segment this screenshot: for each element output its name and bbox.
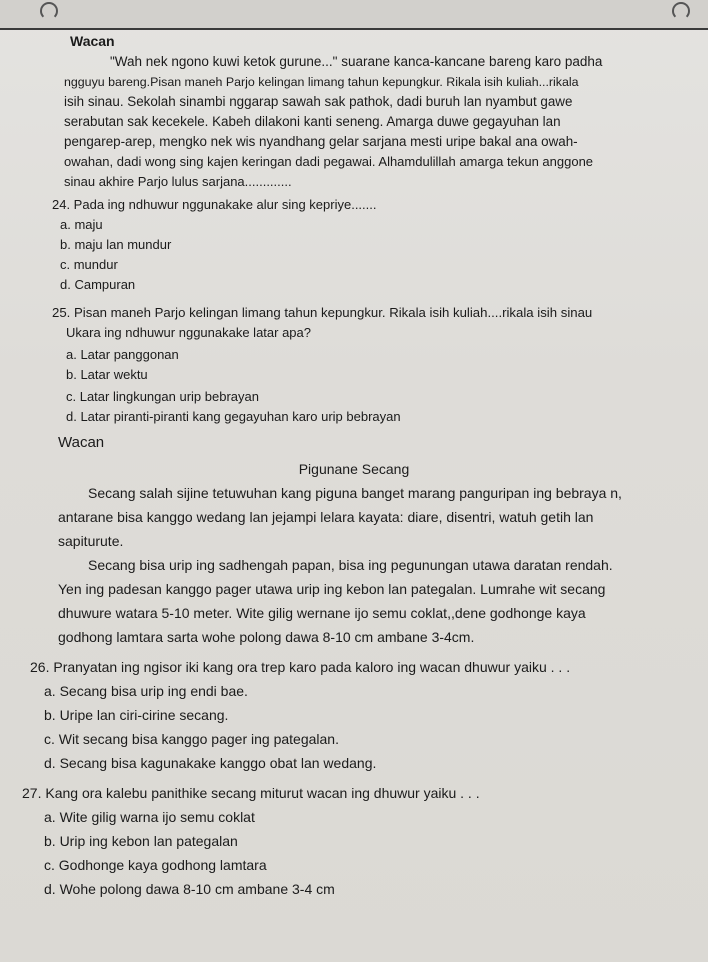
passage-title: Pigunane Secang xyxy=(298,461,410,477)
option-27a: a. Wite gilig warna ijo semu coklat xyxy=(44,809,255,825)
option-26b: b. Uripe lan ciri-cirine secang. xyxy=(44,707,229,723)
option-25c: c. Latar lingkungan urip bebrayan xyxy=(66,389,259,404)
page-top-edge xyxy=(0,0,708,30)
section1-line: isih sinau. Sekolah sinambi nggarap sawah sak pathok, dadi buruh lan nyambut gawe xyxy=(64,94,573,109)
section1-line: pengarep-arep, mengko nek wis nyandhang gelar sarjana mesti uripe bakal ana owah- xyxy=(64,134,578,149)
question-27: 27. Kang ora kalebu panithike secang miturut wacan ing dhuwur yaiku . . . xyxy=(22,785,480,801)
section2-line: antarane bisa kanggo wedang lan jejampi lelara kayata: diare, disentri, watuh getih lan xyxy=(58,509,594,525)
option-25d: d. Latar piranti-piranti kang gegayuhan karo urip bebrayan xyxy=(66,409,401,424)
option-24a: a. maju xyxy=(60,217,103,232)
section2-heading: Wacan xyxy=(58,434,105,451)
option-26a: a. Secang bisa urip ing endi bae. xyxy=(44,683,248,699)
option-27d: d. Wohe polong dawa 8-10 cm ambane 3-4 cm xyxy=(44,881,335,897)
section1-line: serabutan sak kecekele. Kabeh dilakoni kanti seneng. Amarga duwe gegayuhan lan xyxy=(64,114,561,129)
question-24: 24. Pada ing ndhuwur nggunakake alur sing kepriye....... xyxy=(52,197,377,212)
section2-line: sapiturute. xyxy=(58,533,124,549)
binder-ring-icon xyxy=(672,2,690,20)
section1-heading: Wacan xyxy=(70,33,115,49)
option-24d: d. Campuran xyxy=(60,277,136,292)
section2-line: dhuwure watara 5-10 meter. Wite gilig wernane ijo semu coklat,,dene godhonge kaya xyxy=(58,605,586,621)
option-26d: d. Secang bisa kagunakake kanggo obat lan wedang. xyxy=(44,755,377,771)
question-26: 26. Pranyatan ing ngisor iki kang ora trep karo pada kaloro ing wacan dhuwur yaiku . . . xyxy=(30,659,571,675)
section1-line: ngguyu bareng.Pisan maneh Parjo kelingan limang tahun kepungkur. Rikala isih kuliah...rikala xyxy=(64,75,579,89)
section1-line: owahan, dadi wong sing kajen keringan dadi pegawai. Alhamdulillah amarga tekun anggone xyxy=(64,154,594,169)
option-25b: b. Latar wektu xyxy=(66,367,148,382)
option-24b: b. maju lan mundur xyxy=(60,237,172,252)
option-26c: c. Wit secang bisa kanggo pager ing pategalan. xyxy=(44,731,339,747)
option-27c: c. Godhonge kaya godhong lamtara xyxy=(44,857,267,873)
option-24c: c. mundur xyxy=(60,257,118,272)
section1-line: sinau akhire Parjo lulus sarjana............. xyxy=(64,174,292,189)
section2-line: godhong lamtara sarta wohe polong dawa 8-10 cm ambane 3-4cm. xyxy=(58,629,475,645)
option-25a: a. Latar panggonan xyxy=(66,347,179,362)
section2-line: Secang bisa urip ing sadhengah papan, bisa ing pegunungan utawa daratan rendah. xyxy=(88,557,613,573)
question-25: 25. Pisan maneh Parjo kelingan limang tahun kepungkur. Rikala isih kuliah....rikala isih sinau xyxy=(52,305,593,320)
section2-line: Yen ing padesan kanggo pager utawa urip ing kebon lan pategalan. Lumrahe wit secang xyxy=(58,581,606,597)
section2-line: Secang salah sijine tetuwuhan kang piguna banget marang panguripan ing bebraya n, xyxy=(88,485,622,501)
question-25-line2: Ukara ing ndhuwur nggunakake latar apa? xyxy=(66,325,312,340)
option-27b: b. Urip ing kebon lan pategalan xyxy=(44,833,238,849)
binder-ring-icon xyxy=(40,2,58,20)
section1-line: "Wah nek ngono kuwi ketok gurune..." suarane kanca-kancane bareng karo padha xyxy=(110,54,603,69)
